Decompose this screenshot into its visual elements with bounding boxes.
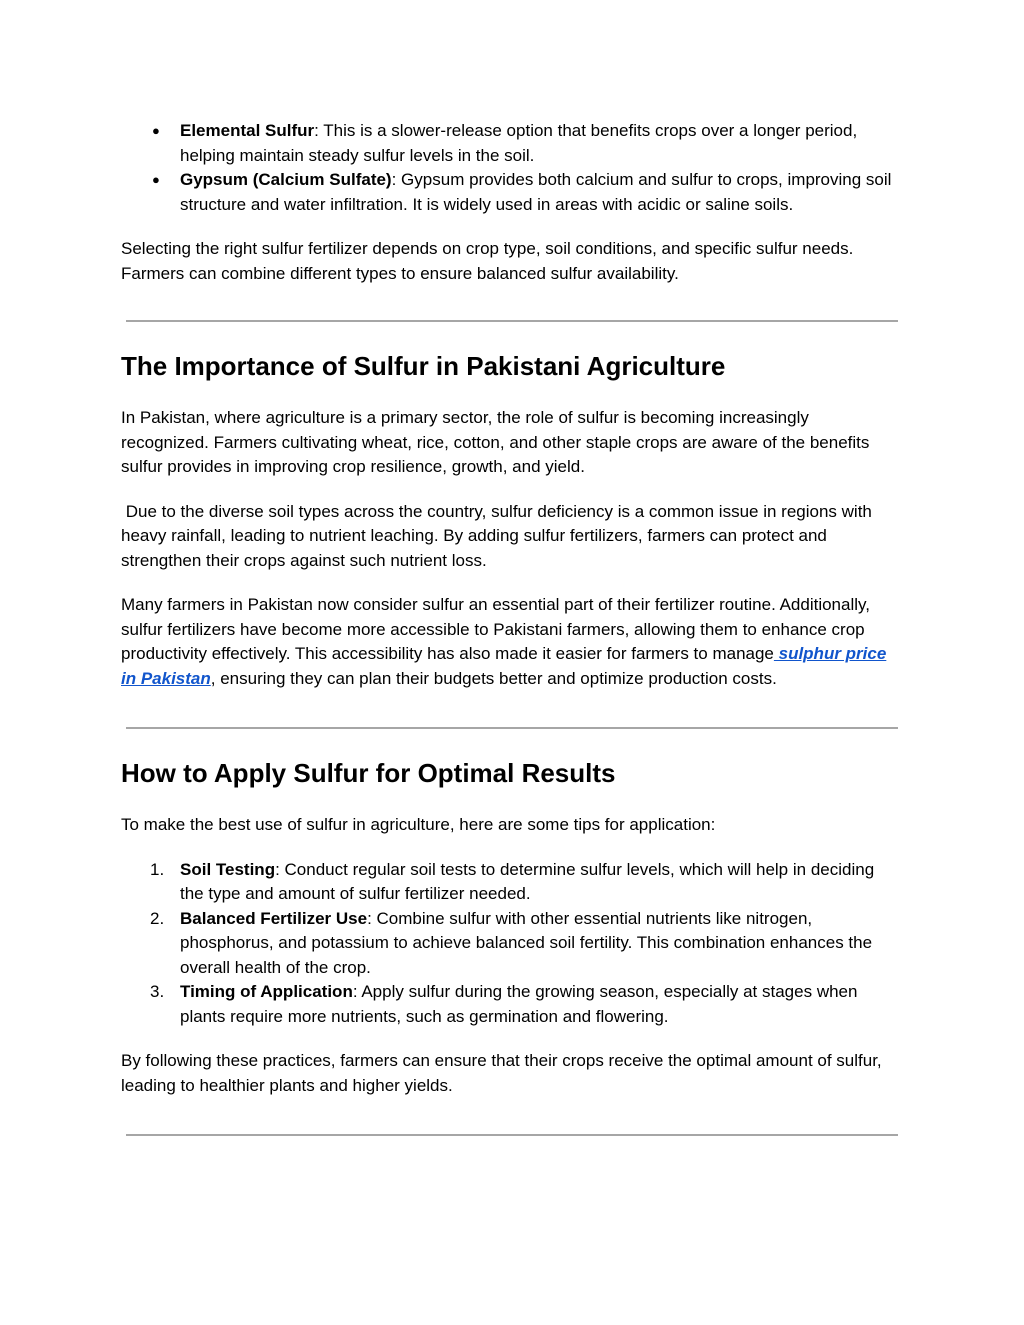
list-item (121, 168, 901, 217)
section-divider (126, 1134, 898, 1136)
document-content (121, 119, 901, 1136)
list-item (121, 119, 901, 168)
application-steps-list (121, 858, 901, 1030)
section-divider (126, 727, 898, 729)
section-divider (126, 320, 898, 322)
fertilizer-types-list (121, 119, 901, 217)
list-item-term: Soil Testing (180, 859, 276, 879)
section-heading-pakistan: The Importance of Sulfur in Pakistani Agriculture (121, 351, 726, 381)
pakistan-paragraph-1: In Pakistan, where agriculture is a primary sector, the role of sulfur is becoming increasingly recognized. Farmers cultivating wheat, rice, cotton, and other staple crops are aware of the benefits sulfur provides in improving crop resilience, growth, and yield. (121, 408, 870, 476)
list-number: 3. (150, 982, 165, 1001)
paragraph-text: Many farmers in Pakistan now consider sulfur an essential part of their fertilizer routine. Additionally, sulfur fertilizers have become more accessible to Pakistani farmers, allowing them to enhance crop productivity effectively. This accessibility has also made it easier for farmers to manage (121, 595, 870, 663)
list-item-term: Gypsum (Calcium Sulfate) (180, 170, 392, 189)
bullet-icon: ● (152, 172, 160, 187)
list-item-text: : Combine sulfur with other essential nutrients like nitrogen, phosphorus, and potassium to achieve balanced soil fertility. This combination enhances the overall health of the crop. (180, 908, 873, 977)
selection-paragraph: Selecting the right sulfur fertilizer depends on crop type, soil conditions, and specific sulfur needs. Farmers can combine different types to ensure balanced sulfur availability. (121, 239, 854, 283)
pakistan-paragraph-2: Due to the diverse soil types across the country, sulfur deficiency is a common issue in regions with heavy rainfall, leading to nutrient leaching. By adding sulfur fertilizers, farmers can protect and strengthen their crops against such nutrient loss. (121, 501, 877, 570)
list-item (121, 907, 901, 981)
list-item-term: Balanced Fertilizer Use (180, 908, 368, 928)
list-item-text: : This is a slower-release option that benefits crops over a longer period, helping maintain steady sulfur levels in the soil. (180, 121, 858, 165)
paragraph-text: , ensuring they can plan their budgets better and optimize production costs. (210, 668, 777, 688)
section-heading-apply: How to Apply Sulfur for Optimal Results (121, 758, 616, 788)
list-item (121, 980, 901, 1029)
apply-conclusion: By following these practices, farmers can ensure that their crops receive the optimal amount of sulfur, leading to healthier plants and higher yields. (121, 1051, 882, 1095)
sulphur-price-link[interactable]: sulphur price in Pakistan (121, 644, 887, 688)
pakistan-paragraph-3 (121, 593, 901, 691)
list-item-text: : Conduct regular soil tests to determine sulfur levels, which will help in deciding the type and amount of sulfur fertilizer needed. (180, 859, 875, 903)
bullet-icon: ● (152, 123, 160, 138)
apply-intro: To make the best use of sulfur in agriculture, here are some tips for application: (121, 815, 716, 834)
list-item-term: Elemental Sulfur (180, 121, 315, 140)
list-item-text: : Apply sulfur during the growing season, especially at stages when plants require more nutrients, such as germination and flowering. (180, 982, 858, 1026)
list-item-term: Timing of Application (180, 982, 353, 1001)
list-item-text: : Gypsum provides both calcium and sulfur to crops, improving soil structure and water infiltration. It is widely used in areas with acidic or saline soils. (180, 170, 892, 214)
list-item (121, 858, 901, 907)
list-number: 1. (150, 859, 165, 879)
list-number: 2. (150, 908, 165, 928)
